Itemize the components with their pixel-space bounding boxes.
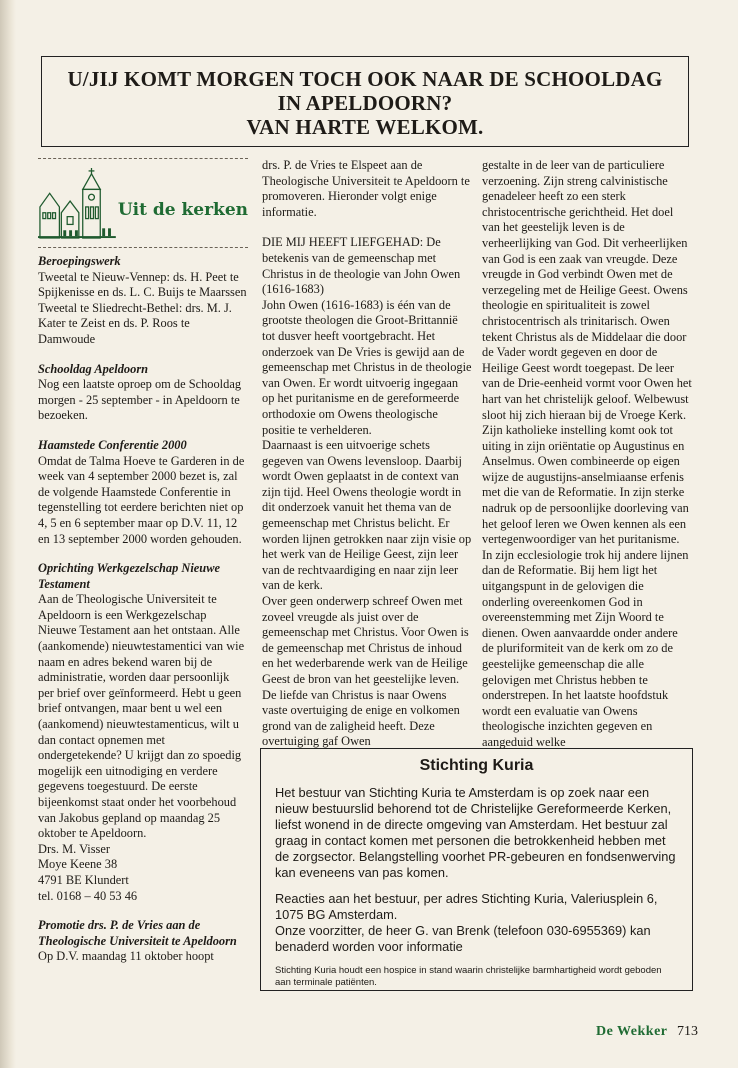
column-right xyxy=(482,158,692,751)
banner-line-1: U/JIJ KOMT MORGEN TOCH OOK NAAR DE SCHOOLDAG xyxy=(67,67,663,91)
article-paragraph: Over geen onderwerp schreef Owen met zoveel vreugde als juist over de gemeenschap met Christus. Voor Owen is de gemeenschap met Christus de inhoud en het wederbarende werk van de Heilige Geest de bron van het geestelijke leven. De liefde van Christus is naar Owens vaste overtuiging de enige en volkomen grond van de zaligheid heeft. Deze overtuiging gaf Owen xyxy=(262,594,469,749)
section-title: Beroepingswerk xyxy=(38,254,121,268)
section-title: Oprichting Werkgezelschap Nieuwe Testament xyxy=(38,561,220,591)
article-paragraph: Daarnaast is een uitvoerige schets gegeven van Owens levensloop. Daarbij wordt Owen geplaatst in de context van zijn tijd. Heel Owens theologie wordt in dit onderzoek vanuit het thema van de gemeenschap met Christus belicht. Er worden lijnen getrokken naar zijn visie op het werk van de Heilige Geest, zijn leer van de rechtvaardiging en naar zijn leer van de kerk. xyxy=(262,438,472,593)
banner-line-2: IN APELDOORN? xyxy=(277,91,453,115)
kuria-paragraph: Het bestuur van Stichting Kuria te Amsterdam is op zoek naar een nieuw bestuurslid behorend tot de Christelijke Gereformeerde Kerken, liefst wonend in de directe omgeving van Amsterdam. Het bestuur zal graag in contact komen met personen die betrokkenheid hebben met de zorgsector. Belangstelling voorhet PR-gebeuren en fondsenwerving kan eveneens van pas komen. xyxy=(275,785,676,880)
contact-phone: tel. 0168 – 40 53 46 xyxy=(38,888,138,903)
section-paragraph: Aan de Theologische Universiteit te Apeldoorn is een Werkgezelschap Nieuwe Testament aan het ontstaan. Alle (aankomende) nieuwtestamentici van wie naam en adres bekend waren bij de administratie, worden daar persoonlijk per brief over geïnformeerd. Hebt u geen brief ontvangen, maar bent u wel een (aankomend) nieuwtestamenticus, wilt u dan contact opnemen met ondergetekende? U krijgt dan zo spoedig mogelijk een uitnodiging en verdere gegevens toegestuurd. De eerste bijeenkomst staat onder het voorbehoud van Jakobus gepland op maandag 25 oktober te Apeldoorn. xyxy=(38,592,245,841)
column-left xyxy=(38,158,248,965)
column-header xyxy=(38,165,248,241)
divider-top xyxy=(38,158,248,159)
kuria-paragraph: Reacties aan het bestuur, per adres Stichting Kuria, Valeriusplein 6, 1075 BG Amsterdam. xyxy=(275,891,658,922)
column-title: Uit de kerken xyxy=(117,200,248,221)
page-footer xyxy=(596,1024,698,1040)
contact-name: Drs. M. Visser xyxy=(38,841,110,856)
section-title: Promotie drs. P. de Vries aan de Theologische Universiteit te Apeldoorn xyxy=(38,918,237,948)
section-paragraph: Tweetal te Nieuw-Vennep: ds. H. Peet te Spijkenisse en ds. L. C. Buijs te Maarssen xyxy=(38,269,247,300)
dissertation-title: DIE MIJ HEEFT LIEFGEHAD: De betekenis van de gemeenschap met Christus in de theologie van John Owen (1616-1683) xyxy=(262,235,461,297)
section-title: Haamstede Conferentie 2000 xyxy=(38,437,187,452)
section-paragraph: Omdat de Talma Hoeve te Garderen in de week van 4 september 2000 bezet is, zal de volgende Haamstede Conferentie in tegenstelling tot eerdere berichten niet op 4, 5 en 6 september maar op D.V. 11, 12 en 13 september 2000 worden gehouden. xyxy=(38,453,245,546)
kuria-title: Stichting Kuria xyxy=(419,757,534,774)
column-middle xyxy=(262,158,472,750)
contact-city: 4791 BE Klundert xyxy=(38,872,129,887)
kuria-footnote: Stichting Kuria houdt een hospice in stand waarin christelijke barmhartigheid wordt geboden aan terminale patiënten. xyxy=(275,965,662,988)
announcement-banner xyxy=(41,56,689,147)
kuria-notice xyxy=(260,748,693,991)
section-paragraph: Nog een laatste oproep om de Schooldag morgen - 25 september - in Apeldoorn te bezoeken. xyxy=(38,377,242,423)
church-icon xyxy=(38,167,116,241)
section-paragraph: Tweetal te Sliedrecht-Bethel: drs. M. J. Kater te Zeist en ds. P. Roos te Damwoude xyxy=(38,300,232,346)
divider-bottom xyxy=(38,247,248,248)
section-title: Schooldag Apeldoorn xyxy=(38,361,149,376)
article-paragraph: John Owen (1616-1683) is één van de grootste theologen die Groot-Brittannië tot dusver heeft voortgebracht. Het onderzoek van De Vries is gewijd aan de gemeenschap met Christus in de theologie van Owen. Er wordt uitvoerig ingegaan op het puritanisme en de gereformeerde orthodoxie om Owens theologische positie te verhelderen. xyxy=(262,297,472,437)
article-paragraph: drs. P. de Vries te Elspeet aan de Theologische Universiteit te Apeldoorn te promoveren. Hieronder volgt enige informatie. xyxy=(262,158,470,219)
banner-line-3: VAN HARTE WELKOM. xyxy=(246,115,484,139)
page-spine xyxy=(0,0,16,1068)
kuria-paragraph: Onze voorzitter, de heer G. van Brenk (telefoon 030-6955369) kan benaderd worden voor informatie xyxy=(275,923,651,954)
article-paragraph: gestalte in de leer van de particuliere verzoening. Zijn streng calvinistische genadeleer heeft zo een sterk christocentrische gerichtheid. Het doel van het geestelijk leven is de verheerlijking van God. Dit verheerlijken van God is een zaak van vreugde. Deze vreugde in God verbindt Owen met de verzegeling met de Heilige Geest. Owens theologie en spiritualiteit is zowel christocentrisch als trinitarisch. Owen tekent Christus als de Middelaar die door de Vader wordt gegeven en door de Heilige Geest wordt toegepast. De leer van de Drie-eenheid vormt voor Owen het hart van het christelijk geloof. Welbewust sloot hij zich hieraan bij de Vroege Kerk. Zijn katholieke instelling komt ook tot uiting in zijn oriëntatie op Augustinus en Anselmus. Owen combineerde op eigen wijze de augustijns-anselmiaanse erfenis met die van de Reformatie. In zijn sterke nadruk op de persoonlijke doorleving van het geloof leren we Owen kennen als een vertegenwoordiger van het puritanisme. In zijn ecclesiologie trok hij andere lijnen dan de Reformatie. Bij hem ligt het uitgangspunt in de gelovigen die onderling overeenkomen God in overeenstemming met Zijn Woord te dienen. Owen aanvaardde onder andere de pluriformiteit van de kerk om zo de geestelijke gemeenschap die alle gelovigen met Christus hebben te onderstrepen. In het laatste hoofdstuk wordt een evaluatie van Owens theologische inzichten gegeven en aangeduid welke xyxy=(482,158,692,749)
page-number: 713 xyxy=(677,1024,698,1039)
contact-street: Moye Keene 38 xyxy=(38,857,118,872)
magazine-name: De Wekker xyxy=(595,1024,668,1039)
section-paragraph: Op D.V. maandag 11 oktober hoopt xyxy=(38,949,214,964)
